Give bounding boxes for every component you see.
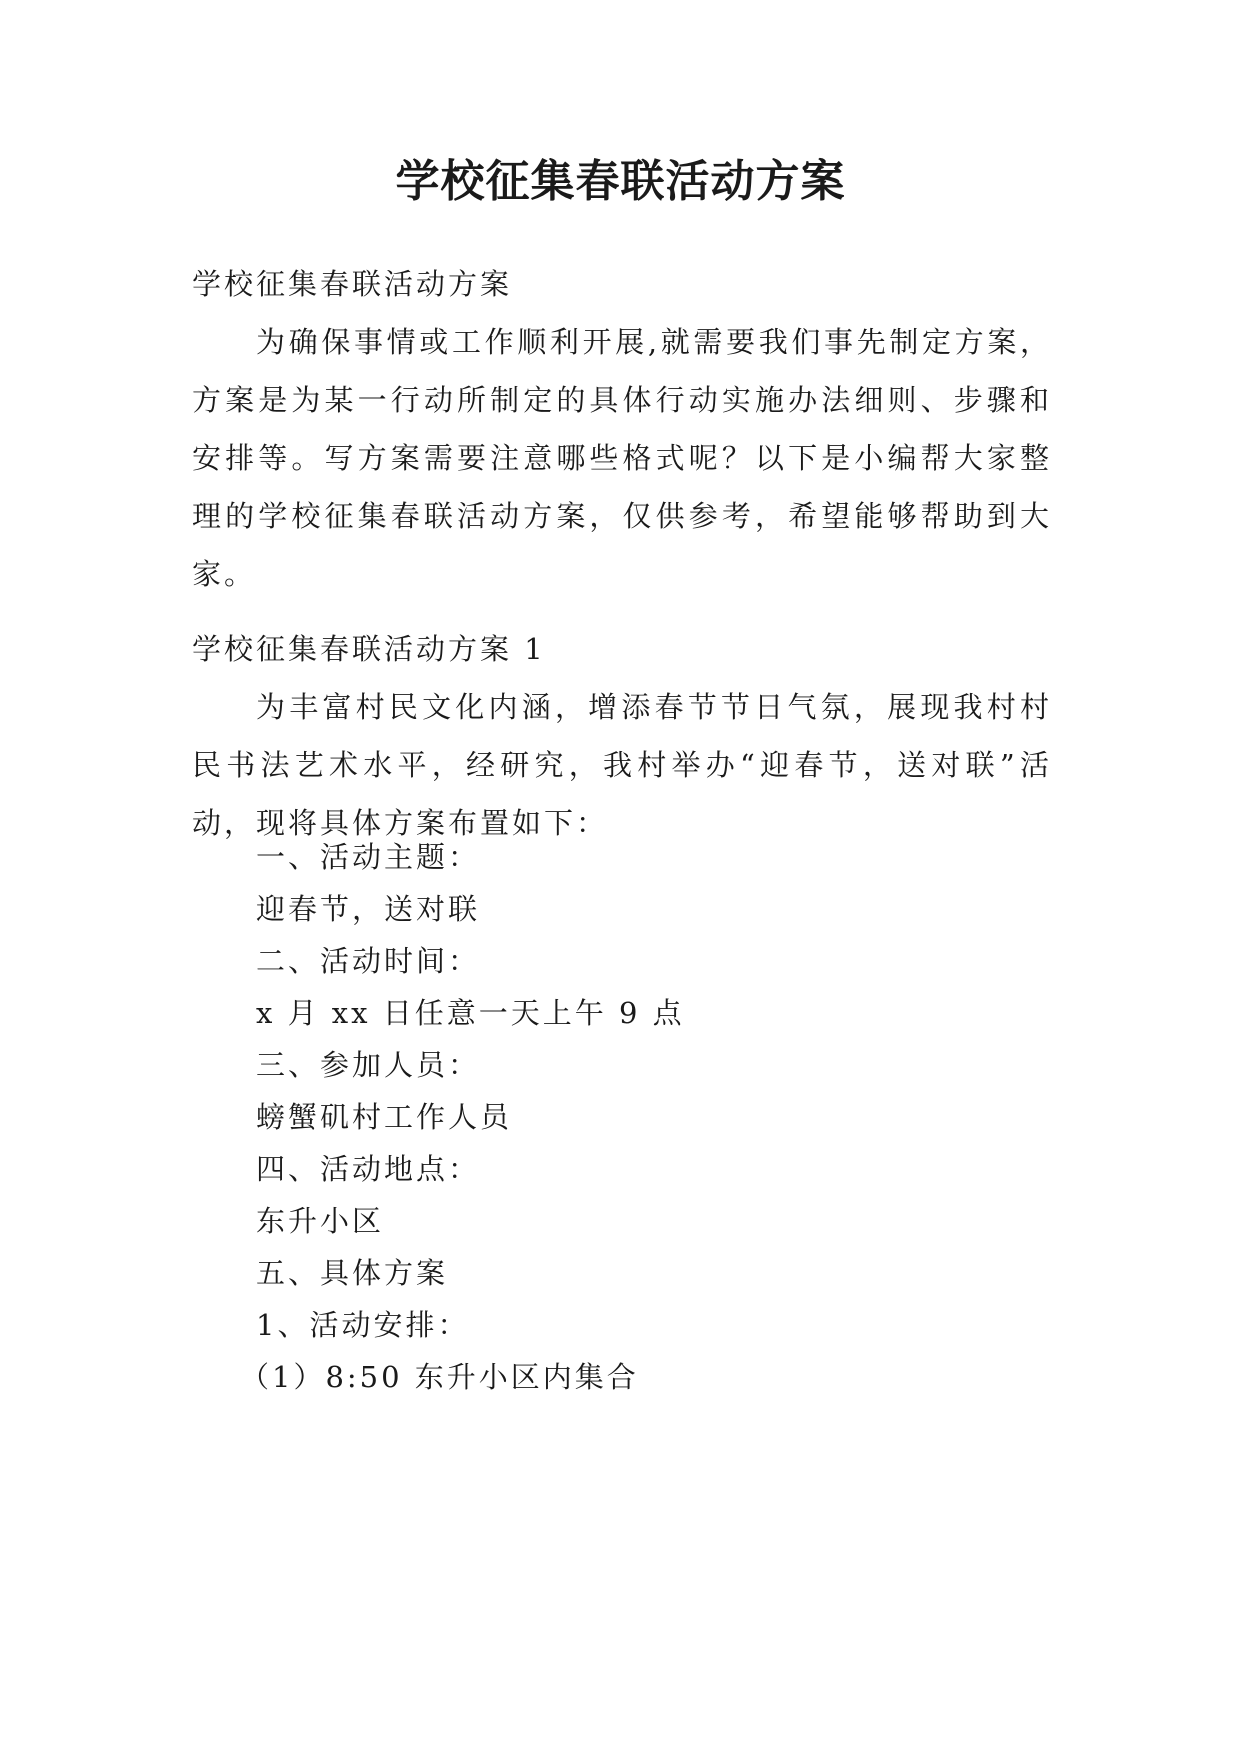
list-item: 一、活动主题： (256, 840, 481, 874)
list-item: 四、活动地点： (256, 1152, 481, 1186)
document-subtitle: 学校征集春联活动方案 (192, 267, 513, 301)
list-item: 三、参加人员： (256, 1048, 481, 1082)
section-heading: 学校征集春联活动方案 1 (192, 632, 546, 666)
section-intro-paragraph: 为丰富村民文化内涵，增添春节节日气氛，展现我村村民书法艺术水平，经研究，我村举办“迎春节，送对联”活动，现将具体方案布置如下： (192, 690, 1052, 840)
list-item: （1）8:50 东升小区内集合 (240, 1360, 639, 1394)
list-item: 迎春节，送对联 (256, 892, 481, 926)
list-item: 1、活动安排： (256, 1308, 470, 1342)
list-item: 螃蟹矶村工作人员 (256, 1100, 513, 1134)
list-item: 二、活动时间： (256, 944, 481, 978)
list-item: 五、具体方案 (256, 1256, 449, 1290)
list-item: x 月 xx 日任意一天上午 9 点 (256, 996, 685, 1030)
list-item: 东升小区 (256, 1204, 385, 1238)
document-title: 学校征集春联活动方案 (395, 156, 846, 207)
intro-paragraph: 为确保事情或工作顺利开展,就需要我们事先制定方案，方案是为某一行动所制定的具体行动实施办法细则、步骤和安排等。写方案需要注意哪些格式呢？以下是小编帮大家整理的学校征集春联活动方案，仅供参考，希望能够帮助到大家。 (192, 325, 1052, 591)
